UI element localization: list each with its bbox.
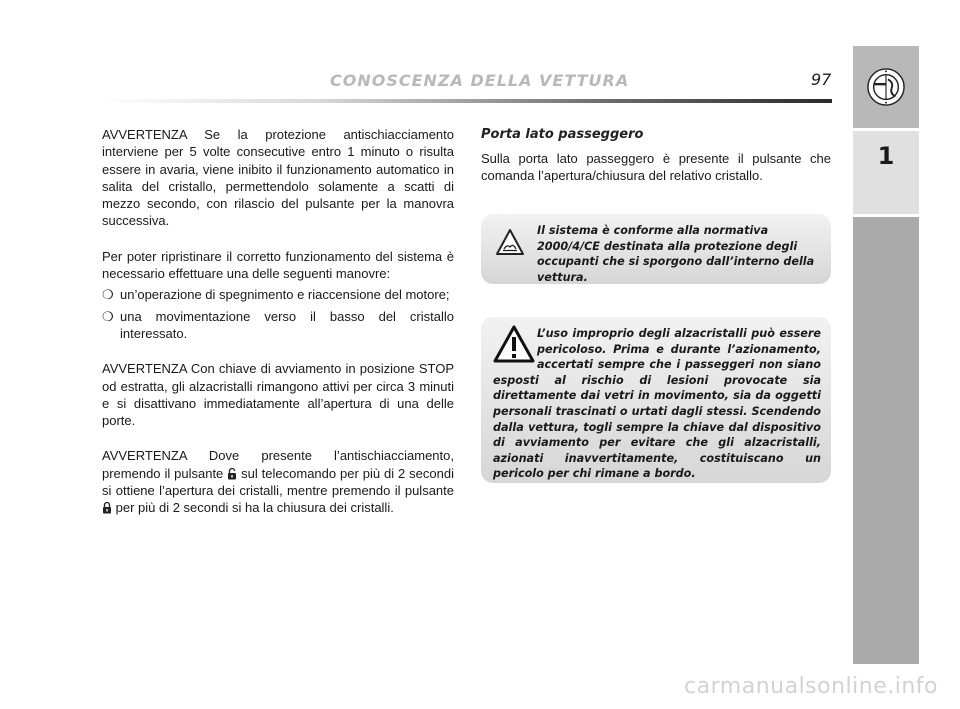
chapter-side-tab [853, 46, 919, 664]
unlock-icon [227, 468, 237, 480]
section-title: Porta lato passeggero [481, 127, 644, 142]
bullet-mark: ❍ [102, 308, 114, 324]
watermark: carmanualsonline.info [684, 674, 938, 699]
logo-cell [853, 46, 919, 128]
list-item [102, 308, 454, 343]
danger-note-text [493, 326, 821, 482]
paragraph-text: AVVERTENZA Dove presente l’antischiacciamento, premendo il pulsante [102, 448, 454, 481]
paragraph-text: per più di 2 secondi si ha la chiusura dei cristalli. [115, 500, 394, 516]
paragraph-warning-key-stop: AVVERTENZA Con chiave di avviamento in posizione STOP od estratta, gli alzacristalli rimangono attivi per circa 3 minuti e si disattivano immediatamente all’apertura di una delle porte. [102, 361, 454, 429]
environment-note-text: Il sistema è conforme alla normativa 2000/4/CE destinata alla protezione degli occupanti che si sporgono dall’interno della vettura. [537, 224, 815, 284]
header-rule [100, 99, 832, 103]
list-item [102, 286, 454, 303]
danger-note-content: L’uso improprio degli alzacristalli può essere pericoloso. Prima e durante l’azionamento, accertati sempre che i passeggeri non siano esposti al rischio di lesioni provocate sia direttamente dai vetri in movimento, sia da oggetti personali trascinati o urtati dagli stessi. Scendendo dalla vettura, togli sempre la chiave dal dispositivo di avviamento per evitare che gli alzacristalli, azionati inavvertitamente, costituiscano un pericolo per chi rimane a bordo. [493, 327, 821, 481]
list-item-text: un’operazione di spegnimento e riaccensione del motore; [120, 287, 450, 303]
paragraph-text: sul telecomando per più di 2 secondi si ottiene l’apertura dei cristalli, mentre premendo il pulsante [102, 465, 454, 499]
danger-note-box [481, 317, 831, 483]
environment-warning-icon [495, 228, 525, 256]
tab-divider [853, 214, 919, 217]
environment-note-box [481, 214, 831, 284]
list-item-text: una movimentazione verso il basso del cristallo interessato. [120, 308, 454, 341]
left-column [102, 126, 454, 535]
paragraph-warning-anti-pinch: AVVERTENZA Se la protezione antischiacciamento interviene per 5 volte consecutive entro 1 minuto o risulta essere in avaria, viene inibito il funzionamento automatico in salita del cristallo, permettendolo solamente a scatti di mezzo secondo, con rilascio del pulsante per la manovra successiva. [102, 127, 454, 229]
page-number: 97 [811, 70, 832, 89]
chapter-number: 1 [877, 142, 895, 170]
running-header-title: CONOSCENZA DELLA VETTURA [330, 71, 630, 90]
alfa-romeo-logo-icon [867, 68, 905, 106]
bullet-mark: ❍ [102, 287, 114, 303]
lock-icon [102, 502, 112, 514]
paragraph-restore: Per poter ripristinare il corretto funzionamento del sistema è necessario effettuare una delle seguenti manovre: [102, 248, 454, 282]
section-body: Sulla porta lato passeggero è presente il pulsante che comanda l’apertura/chiusura del relativo cristallo. [481, 151, 831, 184]
paragraph-warning-remote [102, 447, 454, 516]
icon-spacer [493, 326, 537, 372]
